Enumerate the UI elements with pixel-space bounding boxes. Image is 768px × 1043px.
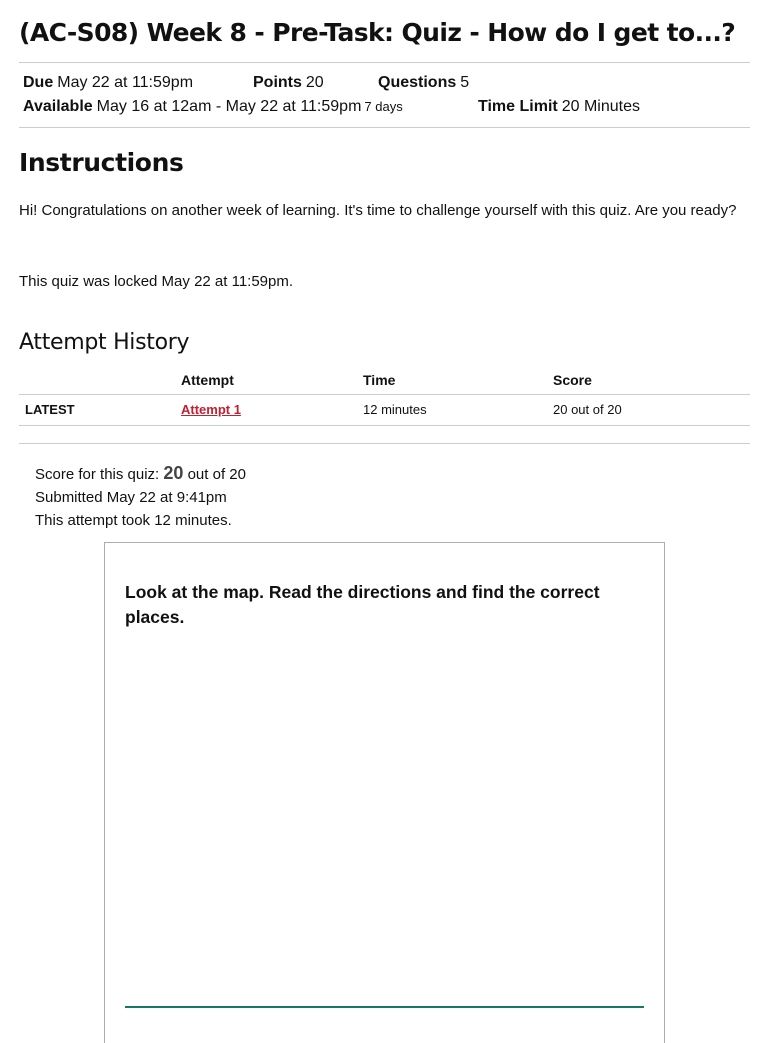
time-limit-value: 20 Minutes [561, 98, 640, 115]
time-limit-label: Time Limit [478, 98, 558, 115]
details-divider [19, 127, 750, 128]
due-value: May 22 at 11:59pm [57, 74, 194, 91]
instructions-heading: Instructions [19, 148, 184, 177]
questions-label: Questions [378, 74, 457, 91]
attempt-1-link[interactable]: Attempt 1 [181, 402, 241, 417]
table-row [19, 395, 750, 426]
score-suffix: out of 20 [187, 466, 246, 483]
title-divider [19, 62, 750, 63]
questions-value: 5 [460, 74, 470, 91]
question-divider [125, 1006, 644, 1008]
time-limit-detail [478, 98, 640, 116]
instructions-text: Hi! Congratulations on another week of learning. It's time to challenge yourself with this quiz. Are you ready? [19, 202, 737, 219]
attempt-time: 12 minutes [363, 402, 427, 417]
points-value: 20 [305, 74, 324, 91]
attempt-history-divider [19, 443, 750, 444]
submitted-info: Submitted May 22 at 9:41pm [35, 489, 227, 506]
score-line [35, 462, 246, 486]
available-detail [23, 98, 403, 116]
available-duration: 7 days [364, 99, 403, 114]
attempt-history-table [19, 366, 750, 426]
due-detail [23, 74, 193, 92]
question-card [104, 542, 665, 1043]
latest-label: LATEST [25, 402, 75, 417]
available-value: May 16 at 12am - May 22 at 11:59pm [96, 98, 362, 115]
points-label: Points [253, 74, 302, 91]
table-header [19, 366, 750, 395]
attempt-duration: This attempt took 12 minutes. [35, 512, 232, 529]
score-prefix: Score for this quiz: [35, 466, 160, 483]
due-label: Due [23, 74, 54, 91]
points-detail [253, 74, 324, 92]
available-label: Available [23, 98, 93, 115]
column-header-time: Time [363, 372, 396, 388]
score-value: 20 [163, 463, 184, 483]
column-header-score: Score [553, 372, 592, 388]
attempt-history-heading: Attempt History [19, 330, 190, 355]
locked-notice: This quiz was locked May 22 at 11:59pm. [19, 273, 294, 290]
attempt-score: 20 out of 20 [553, 402, 622, 417]
question-text: Look at the map. Read the directions and find the correct places. [125, 582, 600, 627]
column-header-attempt: Attempt [181, 372, 234, 388]
score-summary [35, 462, 246, 532]
page-title: (AC-S08) Week 8 - Pre-Task: Quiz - How do I get to...? [19, 18, 736, 47]
questions-detail [378, 74, 469, 92]
